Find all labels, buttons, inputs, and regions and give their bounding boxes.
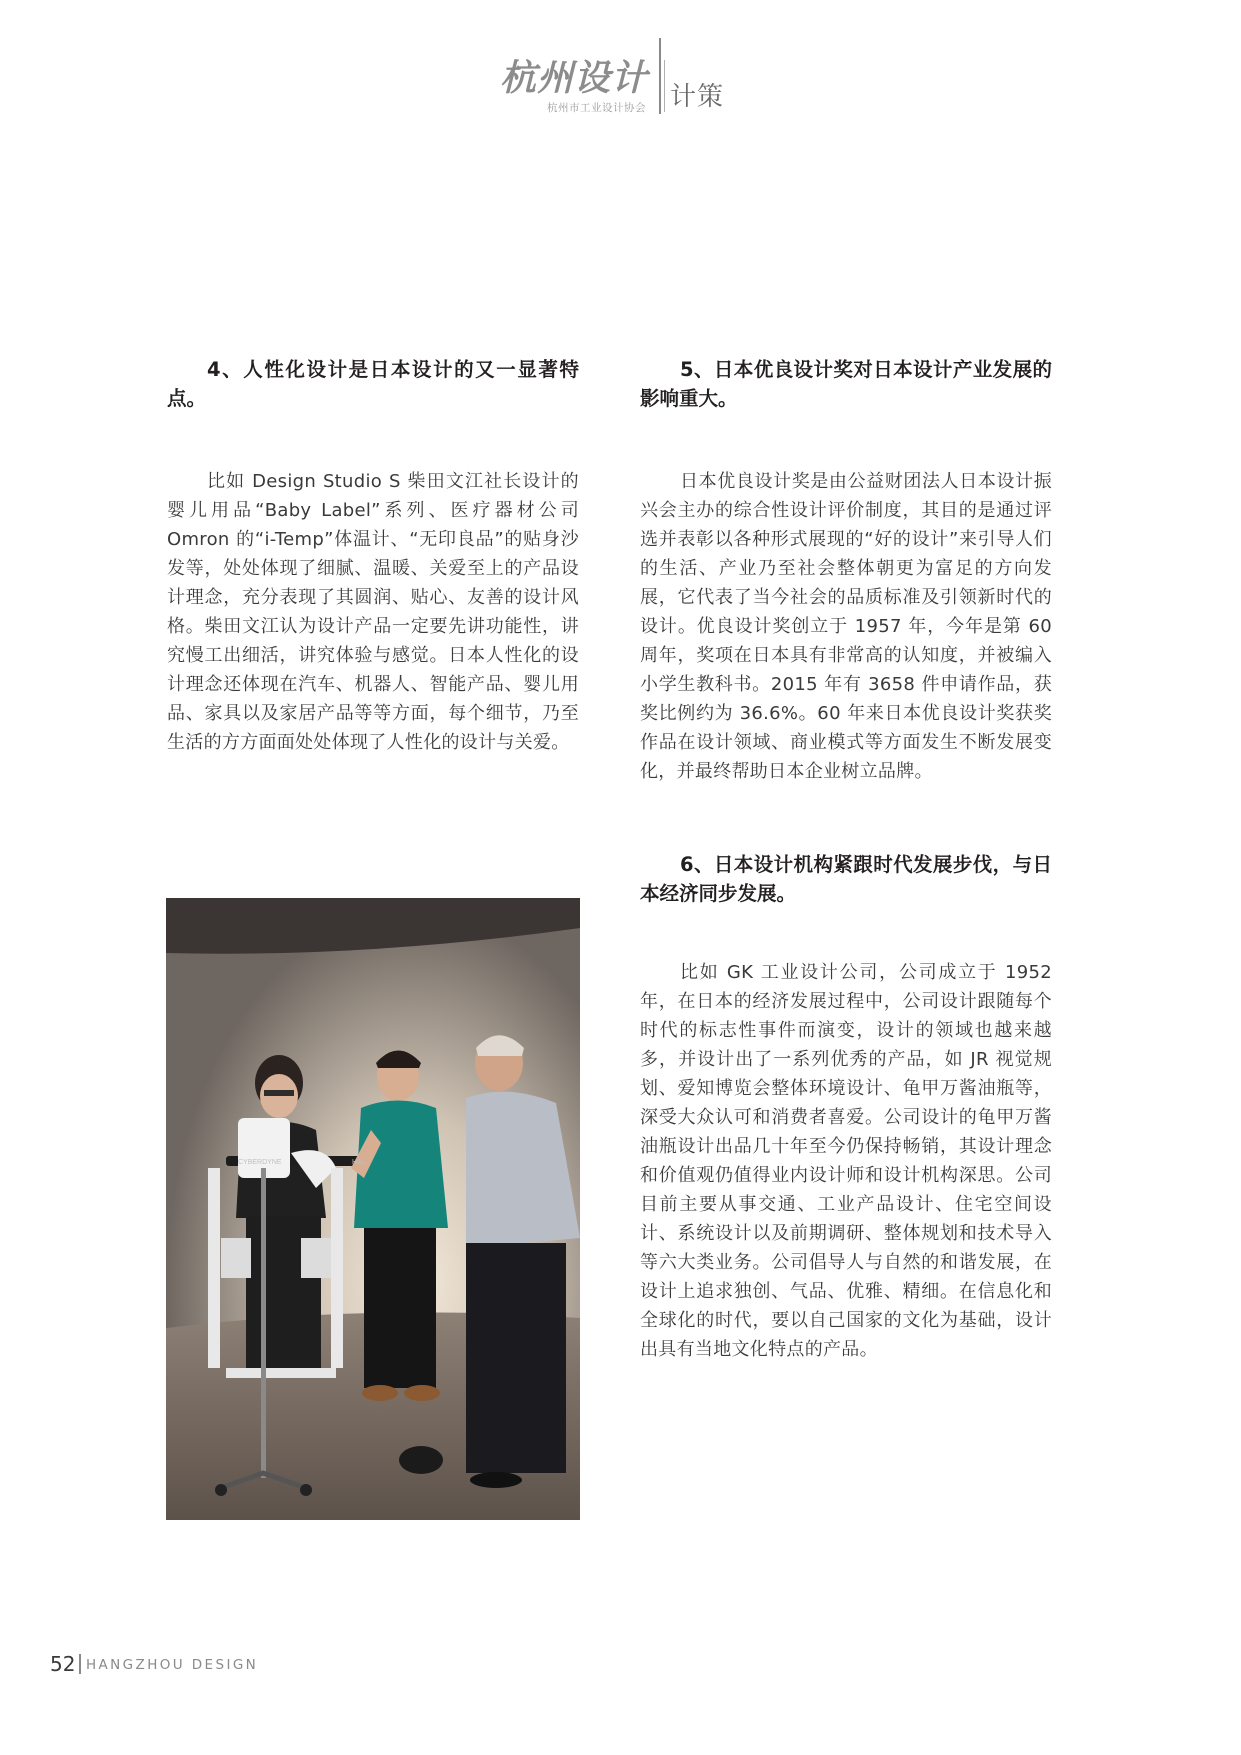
section-heading-6: 6、日本设计机构紧跟时代发展步伐，与日本经济同步发展。 [640, 853, 1052, 905]
exoskeleton-photo [166, 898, 580, 1520]
footer-magazine-name: HANGZHOU DESIGN [86, 1657, 259, 1673]
header-divider-thin [664, 60, 665, 112]
photo-illustration [166, 898, 580, 1520]
section-tag: 计策 [670, 82, 725, 112]
header-divider [659, 38, 661, 114]
section-body-5: 日本优良设计奖是由公益财团法人日本设计振兴会主办的综合性设计评价制度，其目的是通过评选并表彰以各种形式展现的“好的设计”来引导人们的生活、产业乃至社会整体朝更为富足的方向发展，它代表了当今社会的品质标准及引领新时代的设计。优良设计奖创立于 1957 年，今年是第 60 周年，奖项在日本具有非常高的认知度，并被编入小学生教科书。2015 年有 3658 件申请作品，获奖比例约为 36.6%。60 年来日本优良设计奖获奖作品在设计领域、商业模式等方面发生不断发展变化，并最终帮助日本企业树立品牌。 [640, 471, 1052, 782]
logo-calligraphy: 杭州设计 [499, 57, 648, 99]
section-body-6: 比如 GK 工业设计公司，公司成立于 1952 年，在日本的经济发展过程中，公司设计跟随每个时代的标志性事件而演变，设计的领域也越来越多，并设计出了一系列优秀的产品，如 JR 视觉规划、爱知博览会整体环境设计、龟甲万酱油瓶等，深受大众认可和消费者喜爱。公司设计的龟甲万酱油瓶设计出品几十年至今仍保持畅销，其设计理念和价值观仍值得业内设计师和设计机构深思。公司目前主要从事交通、工业产品设计、住宅空间设计、系统设计以及前期调研、整体规划和技术导入等六大类业务。公司倡导人与自然的和谐发展，在设计上追求独创、气品、优雅、精细。在信息化和全球化的时代，要以自己国家的文化为基础，设计出具有当地文化特点的产品。 [640, 962, 1052, 1360]
logo-subtitle: 杭州市工业设计协会 [547, 102, 646, 114]
right-column-lower [640, 850, 1052, 1364]
device-label-right: HAL [352, 1159, 366, 1166]
right-column [640, 355, 1052, 786]
device-label-left: CYBERDYNE [238, 1159, 282, 1166]
footer-divider [79, 1654, 81, 1674]
section-heading-4: 4、人性化设计是日本设计的又一显著特点。 [167, 358, 579, 410]
section-heading-5: 5、日本优良设计奖对日本设计产业发展的影响重大。 [640, 358, 1052, 410]
left-column [167, 355, 579, 757]
magazine-logo [499, 44, 648, 114]
page-number: 52 [50, 1652, 76, 1676]
section-body-4: 比如 Design Studio S 柴田文江社长设计的婴儿用品“Baby Label”系列、医疗器材公司 Omron 的“i-Temp”体温计、“无印良品”的贴身沙发等，处处体现了细腻、温暖、关爱至上的产品设计理念，充分表现了其圆润、贴心、友善的设计风格。柴田文江认为设计产品一定要先讲功能性，讲究慢工出细活，讲究体验与感觉。日本人性化的设计理念还体现在汽车、机器人、智能产品、婴儿用品、家具以及家居产品等等方面，每个细节，乃至生活的方方面面处处体现了人性化的设计与关爱。 [167, 471, 579, 753]
